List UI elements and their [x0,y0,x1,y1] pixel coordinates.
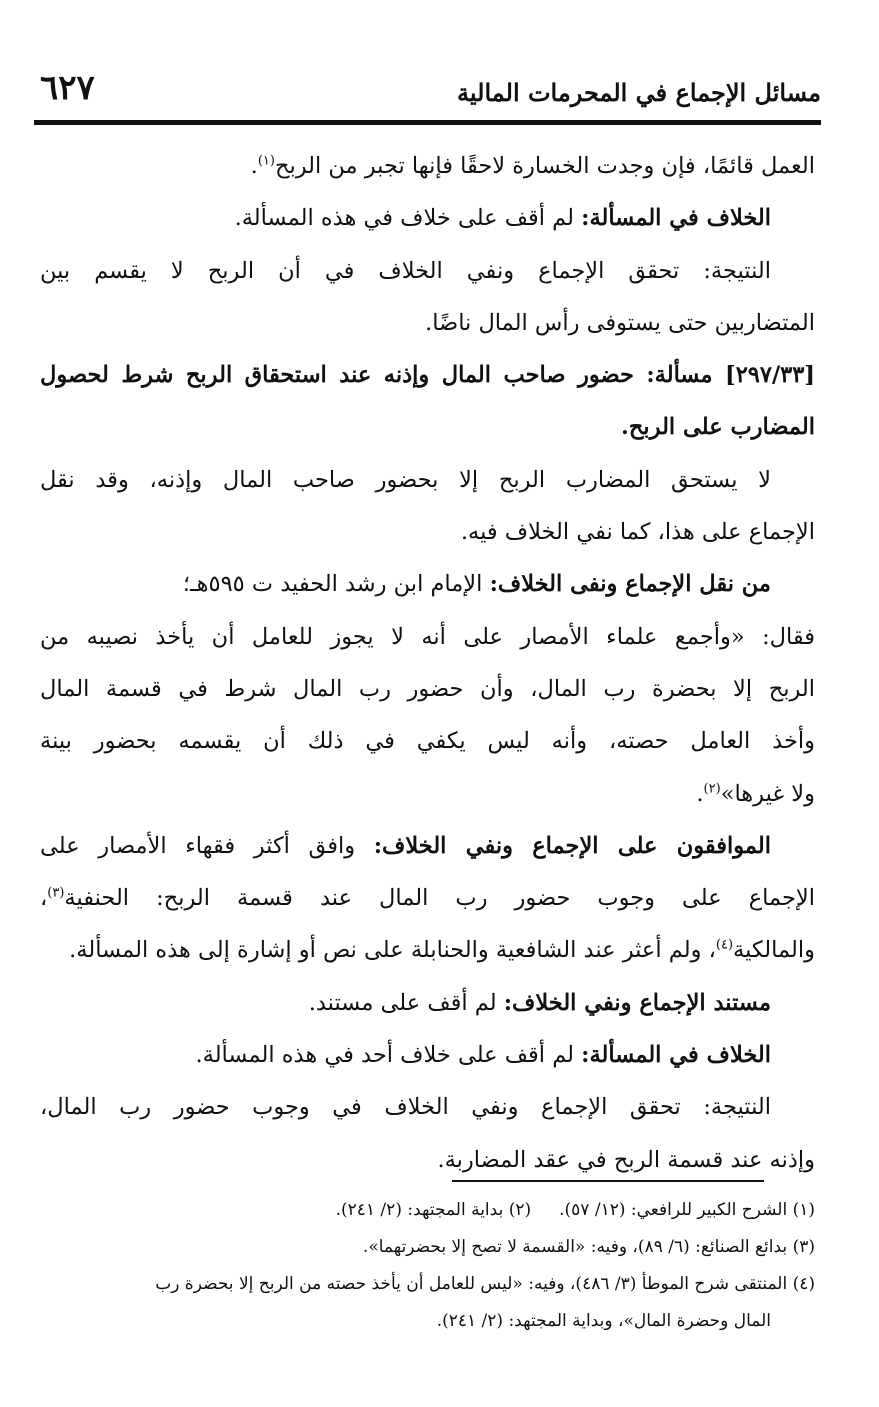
line-text: لم أقف على خلاف أحد في هذه المسألة. [195,1042,582,1069]
text-line: الربح إلا بحضرة رب المال، وأن حضور رب المال شرط في قسمة المال [40,675,815,702]
section-label: من نقل الإجماع ونفى الخلاف: [489,571,771,598]
text-line [40,768,815,820]
text-line: المتضاربين حتى يستوفى رأس المال ناضًا. [425,309,815,336]
text-line [40,192,815,244]
main-text [40,140,815,1186]
text-line: وإذنه عند قسمة الربح في عقد المضاربة. [437,1146,815,1173]
footnotes [40,1192,815,1340]
footnote-3: (٣) بدائع الصنائع: (٦/ ٨٩)، وفيه: «القسمة لا تصح إلا بحضرتهما». [362,1237,815,1257]
text-line [40,820,815,872]
line-text: وافق أكثر فقهاء الأمصار على [40,832,374,859]
footnote-4-continued: المال وحضرة المال»، وبداية المجتهد: (٢/ ٢٤١). [436,1311,771,1331]
text-line: لا يستحق المضارب الربح إلا بحضور صاحب المال وإذنه، وقد نقل [40,466,771,493]
line-text: . [250,153,258,179]
line-text: الإمام ابن رشد الحفيد ت ٥٩٥هـ؛ [182,571,490,598]
page-header [34,66,821,120]
footnote-2: (٢) بداية المجتهد: (٢/ ٢٤١). [335,1200,532,1220]
footnote-4: (٤) المنتقى شرح الموطأ (٣/ ٤٨٦)، وفيه: «ليس للعامل أن يأخذ حصته من الربح إلا بحضرة رب [155,1274,815,1294]
line-text: . [696,780,704,807]
footnote-separator [452,1180,764,1182]
footnote-ref: (٢) [703,781,721,797]
section-label: الخلاف في المسألة: [581,205,771,232]
footnote-ref: (١) [257,153,275,169]
footnote-ref: (٤) [715,937,734,953]
text-line [40,924,815,976]
line-text: العمل قائمًا، فإن وجدت الخسارة لاحقًا فإنها تجبر من الربح [274,153,815,179]
section-label: مستند الإجماع ونفي الخلاف: [503,989,771,1016]
issue-heading-cont: المضارب على الربح. [621,414,815,441]
text-line: الإجماع على هذا، كما نفي الخلاف فيه. [460,519,815,546]
page-number: ٦٢٧ [40,68,95,108]
section-label: الموافقون على الإجماع ونفي الخلاف: [373,832,771,859]
text-line [40,140,815,192]
line-text: الإجماع على وجوب حضور رب المال عند قسمة الربح: الحنفية [64,885,815,912]
line-text: لم أقف على خلاف في هذه المسألة. [234,205,582,232]
footnote-1: (١) الشرح الكبير للرافعي: (١٢/ ٥٧). [559,1200,815,1220]
line-text: والمالكية [733,937,815,964]
line-text: ، [40,885,48,912]
section-label: الخلاف في المسألة: [581,1042,771,1069]
text-line [40,977,815,1029]
running-title: مسائل الإجماع في المحرمات المالية [457,78,821,107]
text-line: النتيجة: تحقق الإجماع ونفي الخلاف في أن الربح لا يقسم بين [40,257,771,284]
text-line: وأخذ العامل حصته، وأنه ليس يكفي في ذلك أن يقسمه بحضور بينة [40,728,815,755]
footnote-line [40,1192,815,1229]
issue-heading: [٢٩٧/٣٣] مسألة: حضور صاحب المال وإذنه عند استحقاق الربح شرط لحصول [40,362,815,389]
line-text: ولا غيرها» [720,780,815,807]
text-line [40,558,815,610]
text-line: النتيجة: تحقق الإجماع ونفي الخلاف في وجوب حضور رب المال، [40,1094,771,1121]
text-line [40,1029,815,1081]
text-line [40,872,815,924]
footnote-ref: (٣) [47,885,65,901]
header-rule [34,120,821,125]
line-text: ، ولم أعثر عند الشافعية والحنابلة على نص أو إشارة إلى هذه المسألة. [69,937,716,964]
line-text: لم أقف على مستند. [308,989,504,1016]
text-line: فقال: «وأجمع علماء الأمصار على أنه لا يجوز للعامل أن يأخذ نصيبه من [40,623,815,650]
